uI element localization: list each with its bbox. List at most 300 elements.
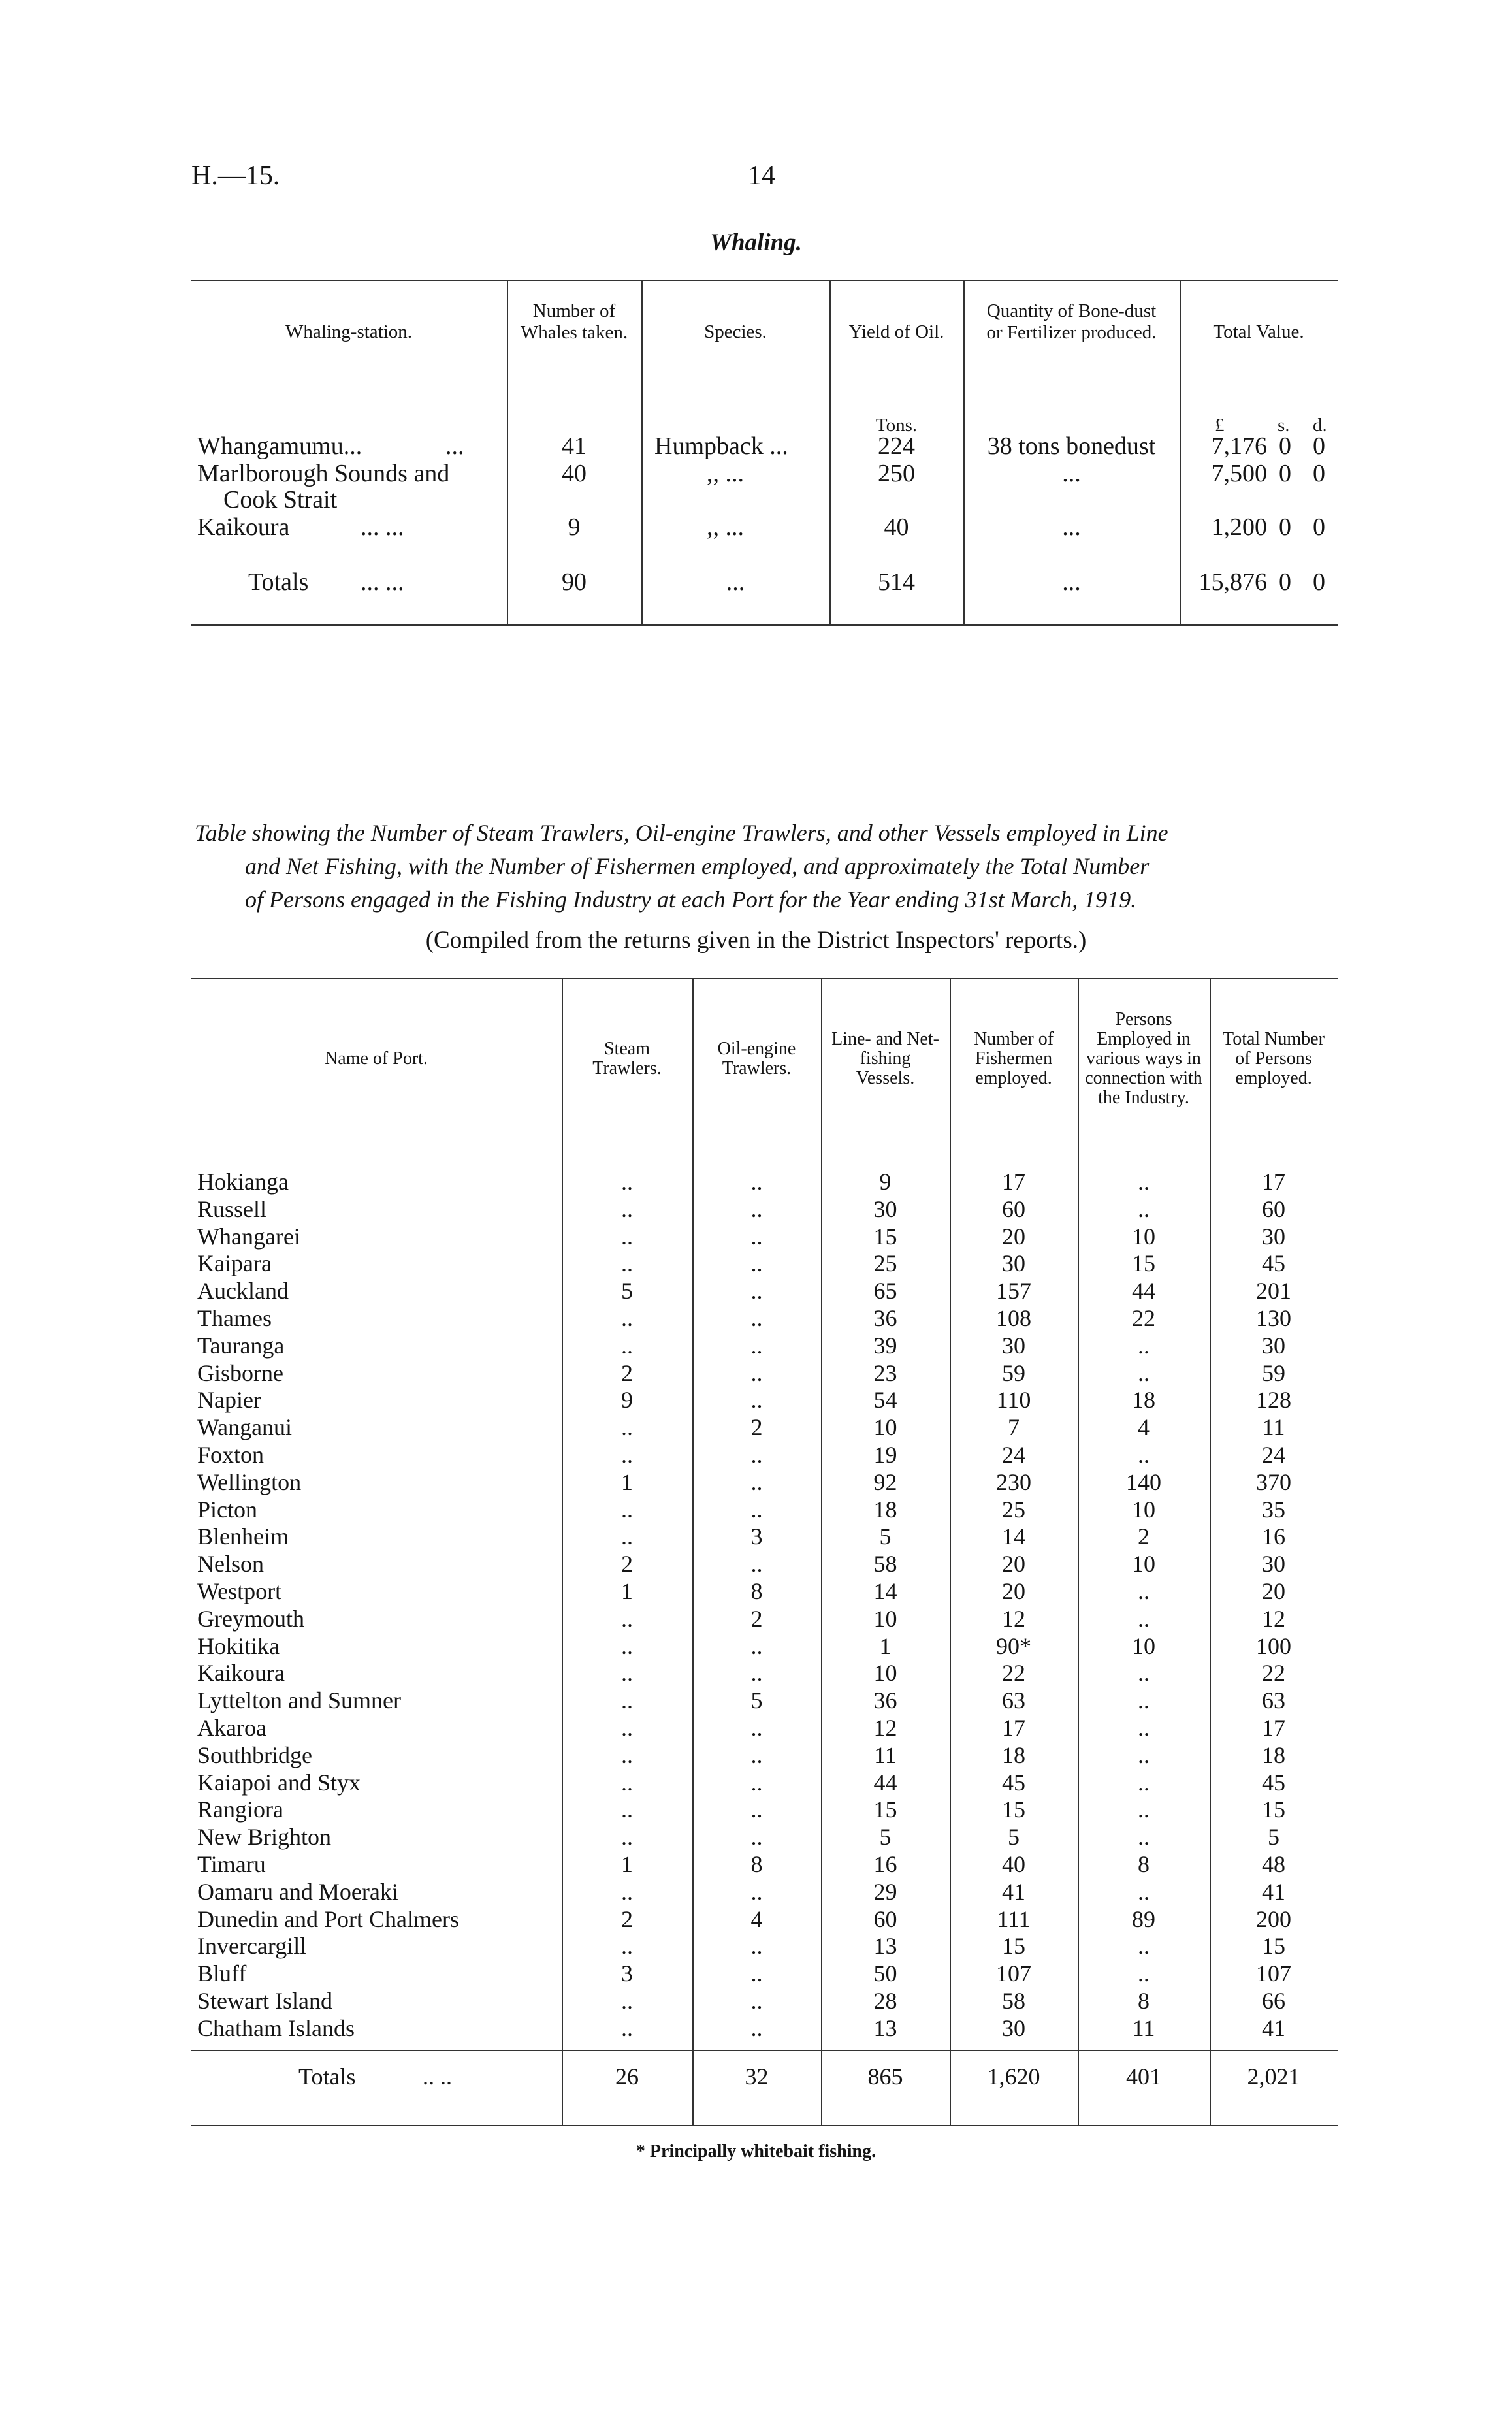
line-net-vessels: 19 — [873, 1441, 897, 1468]
oil-yield: 224 — [878, 432, 915, 460]
totals-rule — [191, 2050, 1338, 2051]
col-header-fishermen — [950, 979, 1078, 1139]
col-header-line-net-text: Line- and Net-fishing Vessels. — [831, 1029, 939, 1088]
steam-trawlers: .. — [621, 1769, 633, 1796]
line-net-vessels: 58 — [873, 1551, 897, 1578]
fishermen-count: 17 — [1002, 1169, 1025, 1195]
value-pence: 0 — [1313, 460, 1325, 487]
steam-trawlers: .. — [621, 1414, 633, 1441]
other-persons-count: 10 — [1132, 1496, 1155, 1523]
steam-trawlers: .. — [621, 1441, 633, 1468]
steam-trawlers: .. — [621, 1523, 633, 1550]
oil-engine-trawlers: 3 — [750, 1523, 763, 1550]
whales-count: 41 — [562, 432, 587, 460]
fishermen-count: 24 — [1002, 1441, 1025, 1468]
line-net-vessels: 16 — [873, 1851, 897, 1877]
station-name: Whangamumu... — [197, 432, 362, 460]
station-name: Marlborough Sounds and — [197, 460, 450, 487]
table-row — [191, 1906, 1338, 1934]
value-shillings: 0 — [1279, 460, 1291, 487]
other-persons-count: 8 — [1138, 1851, 1150, 1877]
fishermen-count: 30 — [1002, 1332, 1025, 1359]
fishing-table-caption — [195, 817, 1342, 916]
steam-trawlers: 2 — [621, 1551, 633, 1578]
table-row — [191, 1742, 1338, 1770]
steam-trawlers: 1 — [621, 1851, 633, 1877]
steam-trawlers: .. — [621, 1660, 633, 1687]
oil-engine-trawlers: 2 — [750, 1605, 763, 1632]
col-header-bonedust: Quantity of Bone-dust or Fertilizer produced. — [986, 300, 1157, 343]
oil-engine-trawlers: .. — [750, 1441, 763, 1468]
total-persons-count: 200 — [1256, 1905, 1291, 1932]
other-persons-count: .. — [1138, 1878, 1150, 1905]
value-pence: 0 — [1313, 513, 1325, 541]
other-persons-count: .. — [1138, 1660, 1150, 1687]
totals-fishermen: 1,620 — [987, 2064, 1040, 2090]
steam-trawlers: .. — [621, 1824, 633, 1851]
other-persons-count: .. — [1138, 1933, 1150, 1960]
steam-trawlers: 2 — [621, 1905, 633, 1932]
oil-engine-trawlers: .. — [750, 2015, 763, 2041]
oil-engine-trawlers: .. — [750, 1387, 763, 1414]
line-net-vessels: 29 — [873, 1878, 897, 1905]
col-header-whales: Number of Whales taken. — [520, 300, 628, 343]
total-persons-count: 128 — [1256, 1387, 1291, 1414]
table-row — [191, 1469, 1338, 1497]
oil-engine-trawlers: .. — [750, 1496, 763, 1523]
fishermen-count: 15 — [1002, 1933, 1025, 1960]
line-net-vessels: 65 — [873, 1278, 897, 1304]
fishermen-count: 20 — [1002, 1551, 1025, 1578]
other-persons-count: 4 — [1138, 1414, 1150, 1441]
port-name: Invercargill — [197, 1933, 307, 1960]
line-net-vessels: 30 — [873, 1195, 897, 1222]
line-net-vessels: 10 — [873, 1414, 897, 1441]
oil-yield: 40 — [884, 513, 909, 541]
steam-trawlers: .. — [621, 1742, 633, 1768]
oil-engine-trawlers: 4 — [750, 1905, 763, 1932]
oil-engine-trawlers: .. — [750, 1714, 763, 1741]
value-shillings: 0 — [1279, 432, 1291, 460]
bonedust: 38 tons bonedust — [987, 432, 1156, 460]
col-header-species: Species. — [704, 321, 767, 342]
fishermen-count: 40 — [1002, 1851, 1025, 1877]
port-name: Napier — [197, 1387, 261, 1414]
line-net-vessels: 15 — [873, 1796, 897, 1823]
table-row — [191, 1414, 1338, 1442]
table-row — [191, 1960, 1338, 1988]
steam-trawlers: .. — [621, 1987, 633, 2014]
port-name: Timaru — [197, 1851, 266, 1877]
whaling-title: Whaling. — [710, 229, 802, 256]
oil-engine-trawlers: .. — [750, 1660, 763, 1687]
fishermen-count: 25 — [1002, 1496, 1025, 1523]
fishermen-count: 20 — [1002, 1578, 1025, 1604]
port-name: Hokitika — [197, 1632, 280, 1659]
steam-trawlers: .. — [621, 1332, 633, 1359]
total-persons-count: 17 — [1262, 1714, 1285, 1741]
total-persons-count: 11 — [1262, 1414, 1285, 1441]
species: ,, ... — [707, 460, 744, 487]
table-row — [191, 1305, 1338, 1333]
leader-dots: ... — [445, 432, 464, 460]
oil-engine-trawlers: 5 — [750, 1687, 763, 1714]
total-persons-count: 18 — [1262, 1742, 1285, 1768]
table-row — [191, 1523, 1338, 1551]
table-row — [191, 1715, 1338, 1742]
port-name: Whangarei — [197, 1223, 300, 1250]
steam-trawlers: .. — [621, 1687, 633, 1714]
other-persons-count: 140 — [1126, 1468, 1161, 1495]
port-name: Tauranga — [197, 1332, 285, 1359]
totals-pounds: 15,876 — [1198, 568, 1267, 596]
total-persons-count: 15 — [1262, 1933, 1285, 1960]
fishermen-count: 15 — [1002, 1796, 1025, 1823]
port-name: Auckland — [197, 1278, 289, 1304]
port-name: Blenheim — [197, 1523, 289, 1550]
total-persons-count: 130 — [1256, 1304, 1291, 1331]
value-pounds: 7,500 — [1211, 460, 1267, 487]
other-persons-count: .. — [1138, 1578, 1150, 1604]
total-persons-count: 100 — [1256, 1632, 1291, 1659]
steam-trawlers: .. — [621, 1796, 633, 1823]
table-row — [191, 1250, 1338, 1278]
steam-trawlers: .. — [621, 1933, 633, 1960]
value-pence: 0 — [1313, 432, 1325, 460]
port-name: Wanganui — [197, 1414, 293, 1441]
total-persons-count: 63 — [1262, 1687, 1285, 1714]
port-name: Hokianga — [197, 1169, 289, 1195]
fishermen-count: 58 — [1002, 1987, 1025, 2014]
steam-trawlers: .. — [621, 2015, 633, 2041]
other-persons-count: .. — [1138, 1824, 1150, 1851]
oil-engine-trawlers: .. — [750, 1332, 763, 1359]
oil-engine-trawlers: .. — [750, 1933, 763, 1960]
total-persons-count: 24 — [1262, 1441, 1285, 1468]
unit-shillings: s. — [1278, 415, 1290, 436]
table-row — [191, 1223, 1338, 1251]
station-name-continued: Cook Strait — [223, 486, 338, 513]
other-persons-count: 11 — [1132, 2015, 1155, 2041]
other-persons-count: 15 — [1132, 1250, 1155, 1277]
other-persons-count: .. — [1138, 1687, 1150, 1714]
col-header-total-persons-text: Total Number of Persons employed. — [1223, 1029, 1325, 1088]
port-name: Akaroa — [197, 1714, 266, 1741]
caption-line: and Net Fishing, with the Number of Fishermen employed, and approximately the Total Number — [245, 853, 1150, 879]
other-persons-count: 44 — [1132, 1278, 1155, 1304]
line-net-vessels: 36 — [873, 1687, 897, 1714]
port-name: Stewart Island — [197, 1987, 332, 2014]
fishermen-count: 60 — [1002, 1195, 1025, 1222]
col-header-total-persons — [1210, 979, 1338, 1139]
table-row — [191, 1824, 1338, 1851]
oil-engine-trawlers: .. — [750, 1769, 763, 1796]
table-row — [191, 1687, 1338, 1715]
table-row — [191, 1360, 1338, 1387]
fishermen-count: 63 — [1002, 1687, 1025, 1714]
total-persons-count: 59 — [1262, 1359, 1285, 1386]
oil-engine-trawlers: .. — [750, 1632, 763, 1659]
totals-label: Totals — [298, 2064, 356, 2090]
col-header-other-persons — [1078, 979, 1210, 1139]
value-shillings: 0 — [1279, 513, 1291, 541]
fishermen-count: 107 — [996, 1960, 1031, 1987]
port-name: Dunedin and Port Chalmers — [197, 1905, 459, 1932]
total-persons-count: 15 — [1262, 1796, 1285, 1823]
line-net-vessels: 50 — [873, 1960, 897, 1987]
fishermen-count: 110 — [996, 1387, 1031, 1414]
leader-dots: .. .. — [423, 2064, 452, 2090]
document-reference: H.—15. — [191, 161, 280, 191]
port-name: Bluff — [197, 1960, 247, 1987]
port-name: Thames — [197, 1304, 272, 1331]
fishermen-count: 90* — [996, 1632, 1031, 1659]
table-row — [191, 1851, 1338, 1879]
table-row — [191, 1606, 1338, 1633]
value-pounds: 7,176 — [1211, 432, 1267, 460]
fishermen-count: 30 — [1002, 1250, 1025, 1277]
other-persons-count: 89 — [1132, 1905, 1155, 1932]
table-row — [191, 1796, 1338, 1824]
totals-bonedust: ... — [1062, 568, 1081, 596]
fishermen-count: 18 — [1002, 1742, 1025, 1768]
line-net-vessels: 13 — [873, 2015, 897, 2041]
port-name: Rangiora — [197, 1796, 283, 1823]
steam-trawlers: 9 — [621, 1387, 633, 1414]
line-net-vessels: 15 — [873, 1223, 897, 1250]
line-net-vessels: 11 — [874, 1742, 897, 1768]
total-persons-count: 45 — [1262, 1250, 1285, 1277]
oil-engine-trawlers: .. — [750, 1223, 763, 1250]
col-header-other-persons-text: Persons Employed in various ways in connection with the Industry. — [1085, 1009, 1202, 1108]
table-row — [191, 1879, 1338, 1906]
other-persons-count: .. — [1138, 1960, 1150, 1987]
port-name: Wellington — [197, 1468, 302, 1495]
oil-engine-trawlers: .. — [750, 1195, 763, 1222]
value-pounds: 1,200 — [1211, 513, 1267, 541]
totals-whales: 90 — [562, 568, 587, 596]
total-persons-count: 30 — [1262, 1332, 1285, 1359]
whales-count: 9 — [568, 513, 581, 541]
table-row — [191, 1497, 1338, 1524]
compiled-note: (Compiled from the returns given in the District Inspectors' reports.) — [425, 927, 1087, 954]
oil-engine-trawlers: .. — [750, 1250, 763, 1277]
other-persons-count: .. — [1138, 1796, 1150, 1823]
port-name: Kaikoura — [197, 1660, 285, 1687]
other-persons-count: .. — [1138, 1332, 1150, 1359]
port-name: Picton — [197, 1496, 258, 1523]
col-header-port — [191, 979, 562, 1139]
totals-shillings: 0 — [1279, 568, 1291, 596]
steam-trawlers: .. — [621, 1195, 633, 1222]
oil-engine-trawlers: .. — [750, 1304, 763, 1331]
col-header-station: Whaling-station. — [285, 321, 413, 342]
line-net-vessels: 10 — [873, 1605, 897, 1632]
table-row — [191, 1770, 1338, 1797]
fishermen-count: 41 — [1002, 1878, 1025, 1905]
steam-trawlers: 3 — [621, 1960, 633, 1987]
oil-engine-trawlers: .. — [750, 1824, 763, 1851]
line-net-vessels: 5 — [879, 1824, 892, 1851]
port-name: Russell — [197, 1195, 267, 1222]
steam-trawlers: 2 — [621, 1359, 633, 1386]
table-row — [191, 1551, 1338, 1578]
total-persons-count: 66 — [1262, 1987, 1285, 2014]
other-persons-count: .. — [1138, 1605, 1150, 1632]
line-net-vessels: 25 — [873, 1250, 897, 1277]
oil-engine-trawlers: .. — [750, 1960, 763, 1987]
total-persons-count: 35 — [1262, 1496, 1285, 1523]
fishermen-count: 7 — [1008, 1414, 1020, 1441]
col-header-steam-text: Steam Trawlers. — [592, 1039, 662, 1078]
line-net-vessels: 60 — [873, 1905, 897, 1932]
oil-engine-trawlers: .. — [750, 1878, 763, 1905]
steam-trawlers: .. — [621, 1878, 633, 1905]
other-persons-count: .. — [1138, 1714, 1150, 1741]
other-persons-count: 2 — [1138, 1523, 1150, 1550]
port-name: Kaipara — [197, 1250, 272, 1277]
other-persons-count: .. — [1138, 1195, 1150, 1222]
unit-pounds: £ — [1215, 415, 1225, 436]
total-persons-count: 370 — [1256, 1468, 1291, 1495]
table-row — [191, 1278, 1338, 1305]
oil-engine-trawlers: .. — [750, 1169, 763, 1195]
col-header-fishermen-text: Number of Fishermen employed. — [973, 1029, 1054, 1088]
col-header-oil-engine-text: Oil-engine Trawlers. — [717, 1039, 796, 1078]
other-persons-count: .. — [1138, 1441, 1150, 1468]
line-net-vessels: 18 — [873, 1496, 897, 1523]
fishermen-count: 14 — [1002, 1523, 1025, 1550]
total-persons-count: 41 — [1262, 1878, 1285, 1905]
total-persons-count: 41 — [1262, 2015, 1285, 2041]
table-row — [191, 1333, 1338, 1360]
other-persons-count: 10 — [1132, 1551, 1155, 1578]
total-persons-count: 5 — [1268, 1824, 1279, 1851]
leader-dots: ... ... — [361, 513, 404, 541]
other-persons-count: .. — [1138, 1769, 1150, 1796]
fishermen-count: 12 — [1002, 1605, 1025, 1632]
line-net-vessels: 14 — [873, 1578, 897, 1604]
steam-trawlers: .. — [621, 1250, 633, 1277]
steam-trawlers: .. — [621, 1714, 633, 1741]
total-persons-count: 45 — [1262, 1769, 1285, 1796]
steam-trawlers: 1 — [621, 1578, 633, 1604]
steam-trawlers: 5 — [621, 1278, 633, 1304]
fishermen-count: 108 — [996, 1304, 1031, 1331]
fishermen-count: 17 — [1002, 1714, 1025, 1741]
table-row — [191, 1387, 1338, 1414]
line-net-vessels: 10 — [873, 1660, 897, 1687]
steam-trawlers: .. — [621, 1605, 633, 1632]
total-persons-count: 107 — [1256, 1960, 1291, 1987]
totals-oil: 514 — [878, 568, 915, 596]
port-name: Chatham Islands — [197, 2015, 355, 2041]
oil-engine-trawlers: .. — [750, 1551, 763, 1578]
totals-label: Totals — [248, 568, 309, 596]
station-name: Kaikoura — [197, 513, 290, 541]
steam-trawlers: .. — [621, 1169, 633, 1195]
total-persons-count: 30 — [1262, 1223, 1285, 1250]
other-persons-count: 10 — [1132, 1632, 1155, 1659]
col-header-line-net — [821, 979, 950, 1139]
table-row — [191, 1578, 1338, 1606]
totals-line-net: 865 — [867, 2064, 903, 2090]
totals-total-persons: 2,021 — [1247, 2064, 1300, 2090]
fishermen-count: 5 — [1008, 1824, 1020, 1851]
oil-engine-trawlers: .. — [750, 1987, 763, 2014]
port-name: New Brighton — [197, 1824, 331, 1851]
fishermen-count: 45 — [1002, 1769, 1025, 1796]
totals-pence: 0 — [1313, 568, 1325, 596]
fishing-ports-table — [191, 978, 1338, 2126]
table-row — [191, 1660, 1338, 1687]
other-persons-count: .. — [1138, 1169, 1150, 1195]
bonedust: ... — [1062, 513, 1081, 541]
caption-line: Table showing the Number of Steam Trawlers, Oil-engine Trawlers, and other Vessels employed in Line — [195, 820, 1168, 846]
fishermen-count: 230 — [996, 1468, 1031, 1495]
fishing-rows — [191, 1169, 1338, 2043]
line-net-vessels: 39 — [873, 1332, 897, 1359]
steam-trawlers: .. — [621, 1223, 633, 1250]
total-persons-count: 16 — [1262, 1523, 1285, 1550]
port-name: Nelson — [197, 1551, 264, 1578]
oil-engine-trawlers: 2 — [750, 1414, 763, 1441]
steam-trawlers: .. — [621, 1304, 633, 1331]
col-header-oil: Yield of Oil. — [848, 321, 944, 342]
oil-yield: 250 — [878, 460, 915, 487]
line-net-vessels: 54 — [873, 1387, 897, 1414]
total-persons-count: 201 — [1256, 1278, 1291, 1304]
page-number: 14 — [748, 161, 775, 191]
table-row — [191, 1988, 1338, 2015]
port-name: Lyttelton and Sumner — [197, 1687, 401, 1714]
table-row — [191, 1633, 1338, 1660]
leader-dots: ... ... — [361, 568, 404, 596]
total-persons-count: 20 — [1262, 1578, 1285, 1604]
col-header-value: Total Value. — [1213, 321, 1304, 342]
unit-pence: d. — [1313, 415, 1327, 436]
line-net-vessels: 1 — [879, 1632, 892, 1659]
line-net-vessels: 5 — [879, 1523, 892, 1550]
oil-engine-trawlers: 8 — [750, 1578, 763, 1604]
whales-count: 40 — [562, 460, 587, 487]
total-persons-count: 17 — [1262, 1169, 1285, 1195]
fishermen-count: 59 — [1002, 1359, 1025, 1386]
oil-engine-trawlers: 8 — [750, 1851, 763, 1877]
caption-line: of Persons engaged in the Fishing Industry at each Port for the Year ending 31st March, 1919. — [245, 886, 1137, 913]
table-row — [191, 1196, 1338, 1223]
total-persons-count: 60 — [1262, 1195, 1285, 1222]
oil-engine-trawlers: .. — [750, 1796, 763, 1823]
table-row — [191, 1442, 1338, 1469]
unit-tons: Tons. — [875, 415, 918, 436]
steam-trawlers: .. — [621, 1496, 633, 1523]
other-persons-count: .. — [1138, 1359, 1150, 1386]
line-net-vessels: 36 — [873, 1304, 897, 1331]
fishermen-count: 20 — [1002, 1223, 1025, 1250]
port-name: Southbridge — [197, 1742, 312, 1768]
port-name: Greymouth — [197, 1605, 304, 1632]
totals-species: ... — [726, 568, 745, 596]
total-persons-count: 30 — [1262, 1551, 1285, 1578]
table-row — [191, 1169, 1338, 1196]
oil-engine-trawlers: .. — [750, 1359, 763, 1386]
line-net-vessels: 92 — [873, 1468, 897, 1495]
fishermen-count: 22 — [1002, 1660, 1025, 1687]
footnote: * Principally whitebait fishing. — [635, 2141, 877, 2162]
col-header-port-text: Name of Port. — [325, 1048, 428, 1069]
other-persons-count: 8 — [1138, 1987, 1150, 2014]
